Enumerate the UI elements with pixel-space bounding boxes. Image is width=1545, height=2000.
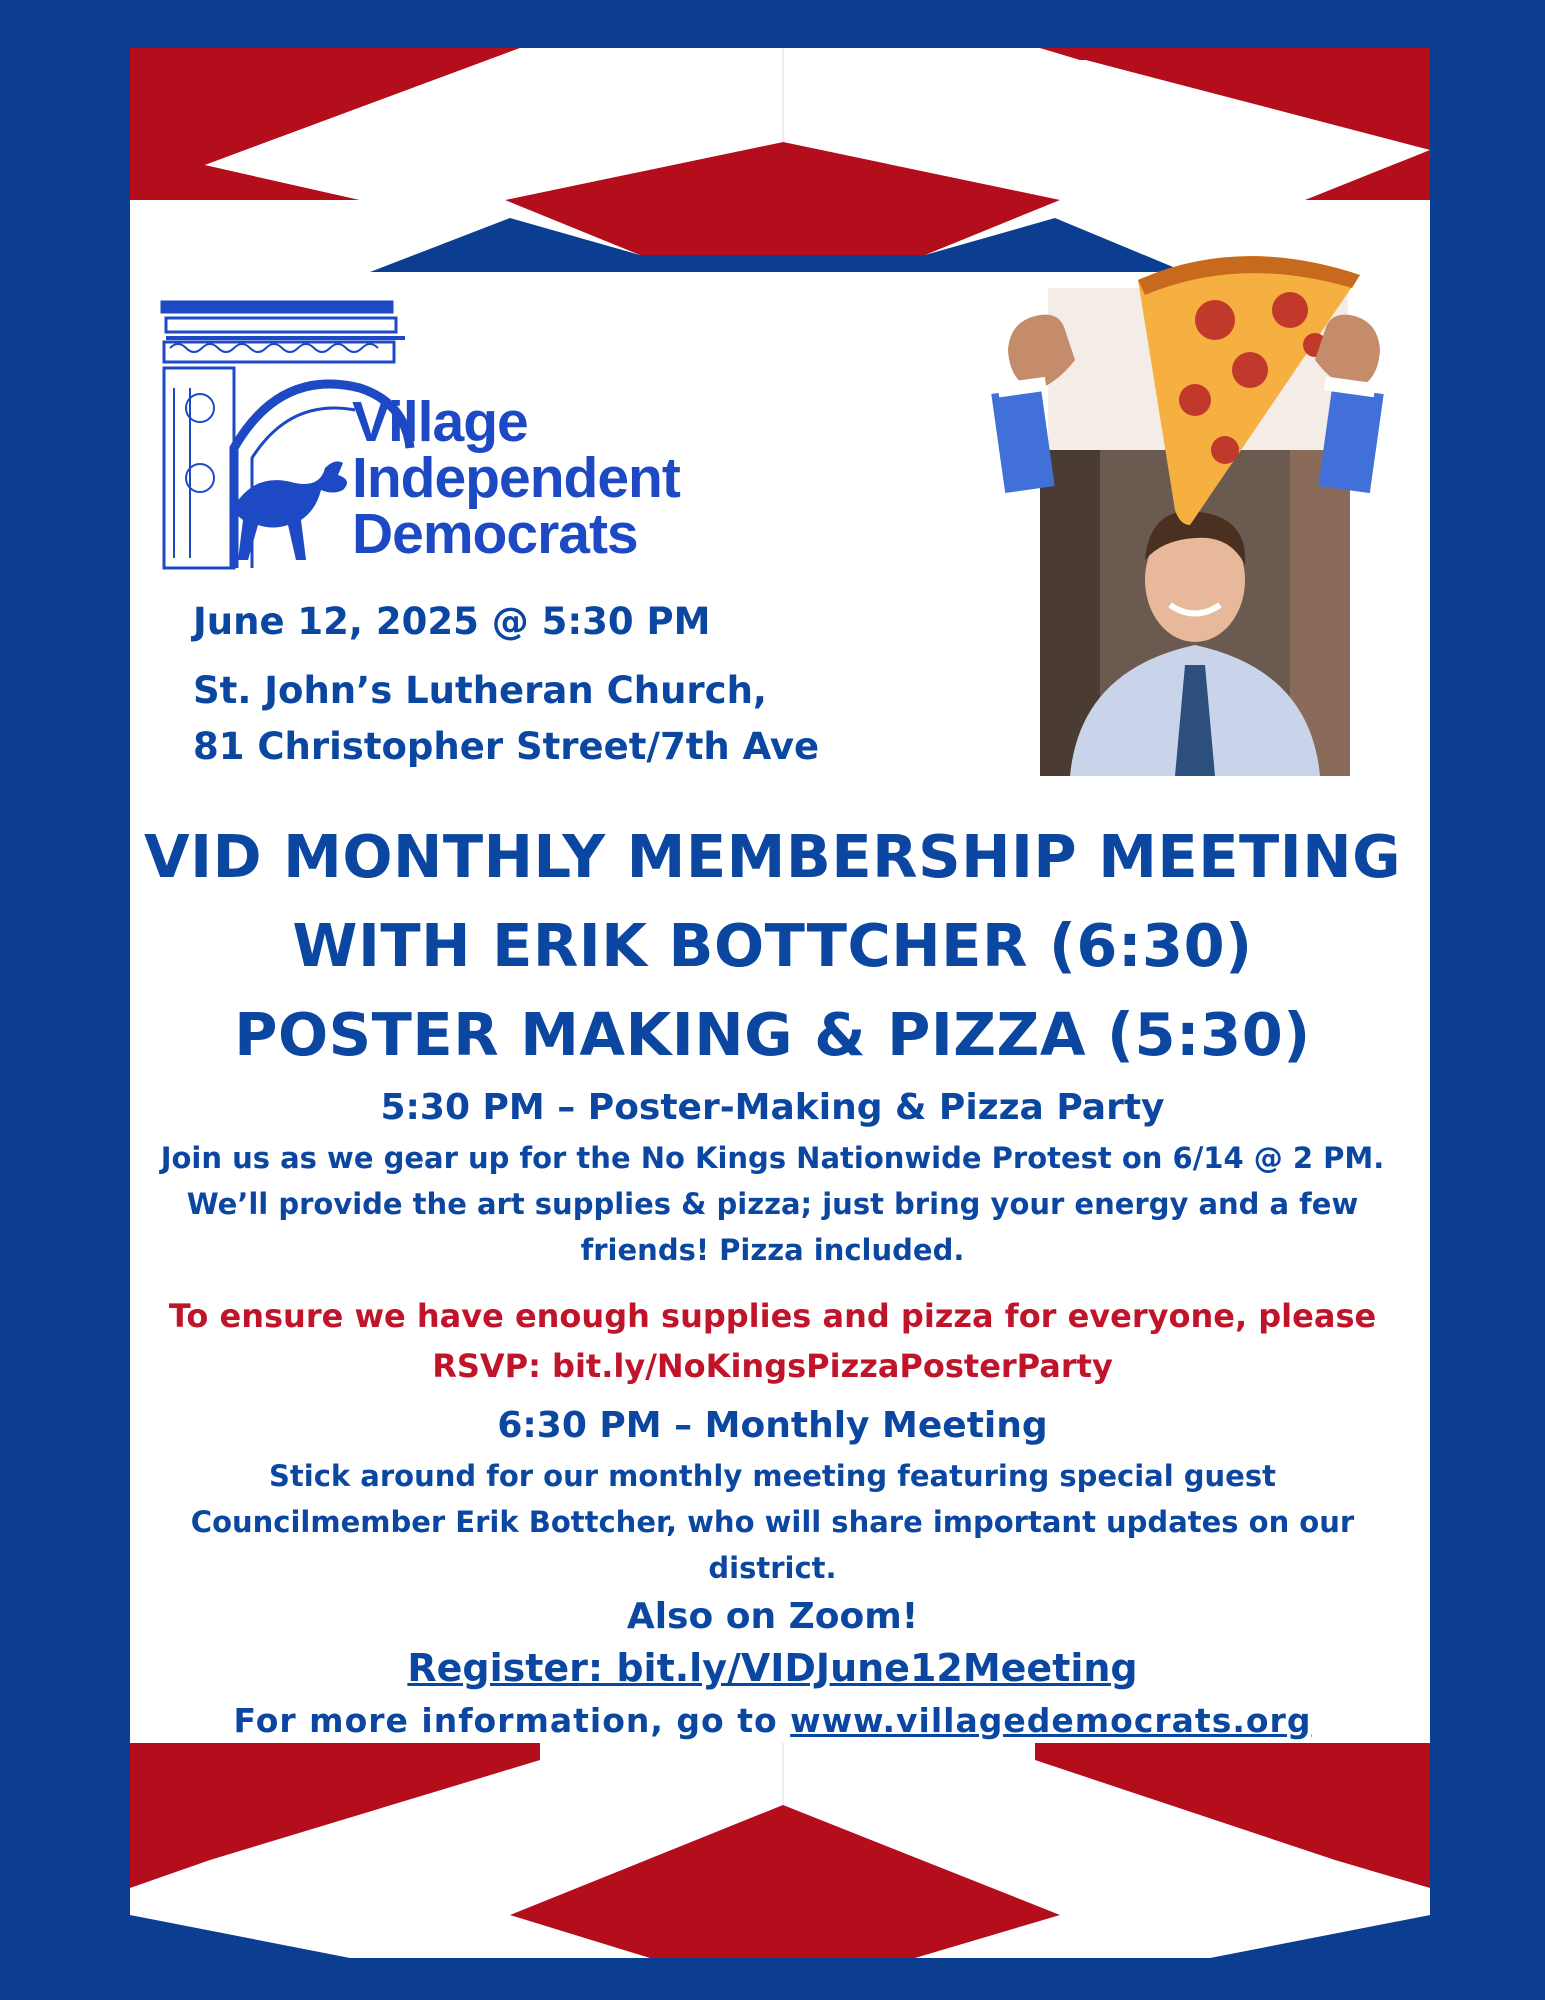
event-details — [140, 1083, 1405, 1747]
headline — [140, 812, 1405, 1079]
register-link[interactable]: Register: bit.ly/VIDJune12Meeting — [407, 1646, 1138, 1690]
poster-party-title: 5:30 PM – Poster-Making & Pizza Party — [380, 1087, 1165, 1128]
logo-text-independent: Independent — [352, 446, 680, 510]
headline-line3: POSTER MAKING & PIZZA (5:30) — [234, 1000, 1311, 1069]
meeting-line2: Councilmember Erik Bottcher, who will share important updates on our — [190, 1505, 1355, 1539]
more-info-prefix: For more information, go to — [233, 1701, 791, 1740]
meeting-line1: Stick around for our monthly meeting featuring special guest — [269, 1459, 1276, 1493]
poster-party-line2: We’ll provide the art supplies & pizza; just bring your energy and a few — [186, 1187, 1359, 1221]
logo-text-village: Village — [352, 390, 528, 454]
vid-logo — [160, 298, 720, 573]
rsvp-link[interactable]: RSVP: bit.ly/NoKingsPizzaPosterParty — [432, 1347, 1113, 1385]
event-location-line2: 81 Christopher Street/7th Ave — [193, 725, 820, 768]
website-link[interactable]: www.villagedemocrats.org — [790, 1701, 1312, 1740]
headline-line1: VID MONTHLY MEMBERSHIP MEETING — [143, 822, 1402, 891]
headline-line2: WITH ERIK BOTTCHER (6:30) — [292, 911, 1253, 980]
event-date-time: June 12, 2025 @ 5:30 PM — [193, 600, 711, 643]
monthly-meeting-title: 6:30 PM – Monthly Meeting — [497, 1405, 1048, 1446]
rsvp-line1: To ensure we have enough supplies and pizza for everyone, please — [168, 1297, 1377, 1335]
rsvp-notice — [140, 1291, 1405, 1391]
poster-party-line1: Join us as we gear up for the No Kings Nationwide Protest on 6/14 @ 2 PM. — [160, 1141, 1385, 1175]
poster-party-line3: friends! Pizza included. — [580, 1233, 965, 1267]
logo-text-democrats: Democrats — [352, 502, 638, 566]
zoom-notice: Also on Zoom! — [626, 1596, 919, 1637]
meeting-line3: district. — [708, 1551, 837, 1585]
speaker-photo-with-pizza — [990, 250, 1390, 780]
event-info — [193, 600, 819, 775]
event-location-line1: St. John’s Lutheran Church, — [193, 669, 767, 712]
more-info-line — [140, 1695, 1405, 1747]
